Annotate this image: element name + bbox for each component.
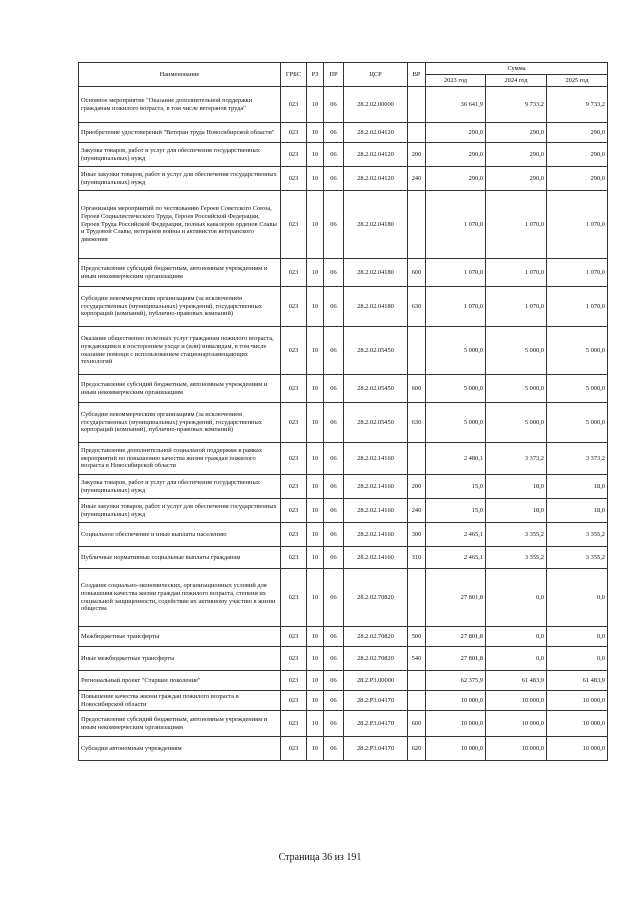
cell-pr: 06 (324, 403, 344, 443)
cell-y2024: 290,0 (486, 167, 547, 191)
cell-pr: 06 (324, 547, 344, 569)
cell-grbs: 023 (281, 691, 307, 711)
cell-pr: 06 (324, 569, 344, 627)
cell-rz: 10 (307, 143, 324, 167)
cell-y2025: 290,0 (547, 123, 608, 143)
cell-rz: 10 (307, 287, 324, 327)
cell-rz: 10 (307, 711, 324, 737)
cell-y2024: 18,0 (486, 475, 547, 499)
table-row (79, 287, 608, 327)
cell-y2023: 15,0 (426, 499, 486, 523)
cell-name: Иные закупки товаров, работ и услуг для обеспечения государственных (муниципальных) нужд (79, 499, 281, 523)
cell-rz: 10 (307, 403, 324, 443)
cell-y2023: 10 000,0 (426, 711, 486, 737)
cell-grbs: 023 (281, 87, 307, 123)
cell-csr: 28.2.02.14160 (344, 475, 408, 499)
cell-csr: 28.2.02.70820 (344, 569, 408, 627)
cell-pr: 06 (324, 123, 344, 143)
table-row (79, 569, 608, 627)
cell-pr: 06 (324, 627, 344, 647)
table-row (79, 691, 608, 711)
cell-pr: 06 (324, 191, 344, 259)
table-row (79, 671, 608, 691)
cell-rz: 10 (307, 569, 324, 627)
cell-vr (408, 691, 426, 711)
header-vr: ВР (408, 63, 426, 87)
cell-y2025: 10 000,0 (547, 737, 608, 761)
cell-y2024: 5 000,0 (486, 403, 547, 443)
cell-y2023: 5 000,0 (426, 375, 486, 403)
cell-y2024: 3 355,2 (486, 523, 547, 547)
cell-pr: 06 (324, 327, 344, 375)
cell-y2023: 27 801,8 (426, 627, 486, 647)
cell-vr: 600 (408, 711, 426, 737)
cell-y2024: 5 000,0 (486, 327, 547, 375)
cell-y2025: 290,0 (547, 143, 608, 167)
cell-pr: 06 (324, 647, 344, 671)
cell-name: Предоставление субсидий бюджетным, автономным учреждениям и иным некоммерческим организациям (79, 375, 281, 403)
cell-y2024: 5 000,0 (486, 375, 547, 403)
cell-y2025: 5 000,0 (547, 375, 608, 403)
cell-y2025: 3 355,2 (547, 547, 608, 569)
cell-grbs: 023 (281, 403, 307, 443)
cell-vr: 500 (408, 627, 426, 647)
cell-name: Субсидии автономным учреждениям (79, 737, 281, 761)
cell-y2025: 5 000,0 (547, 327, 608, 375)
cell-rz: 10 (307, 327, 324, 375)
cell-y2025: 5 000,0 (547, 403, 608, 443)
cell-csr: 28.2.02.70820 (344, 627, 408, 647)
cell-name: Публичные нормативные социальные выплаты гражданам (79, 547, 281, 569)
cell-pr: 06 (324, 671, 344, 691)
cell-name: Субсидии некоммерческим организациям (за исключением государственных (муниципальных) учреждений, государственных корпораций (компаний), публично-правовых компаний) (79, 287, 281, 327)
cell-y2023: 1 070,0 (426, 287, 486, 327)
cell-y2023: 62 375,9 (426, 671, 486, 691)
header-year-2025: 2025 год (547, 75, 608, 87)
cell-name: Иные закупки товаров, работ и услуг для обеспечения государственных (муниципальных) нужд (79, 167, 281, 191)
cell-pr: 06 (324, 523, 344, 547)
header-pr: ПР (324, 63, 344, 87)
table-row (79, 191, 608, 259)
cell-name: Субсидии некоммерческим организациям (за исключением государственных (муниципальных) учреждений, государственных корпораций (компаний), публично-правовых компаний) (79, 403, 281, 443)
cell-rz: 10 (307, 499, 324, 523)
cell-y2024: 1 070,0 (486, 259, 547, 287)
cell-vr: 200 (408, 475, 426, 499)
cell-grbs: 023 (281, 569, 307, 627)
cell-name: Организация мероприятий по чествованию Героев Советского Союза, Героев Социалистического Труда, Героев Российской Федерации, Героев Труда Российской Федерации, полных кавалеров орденов Славы и Трудовой Славы, ветеранов войны и активистов ветеранского движения (79, 191, 281, 259)
cell-grbs: 023 (281, 737, 307, 761)
cell-name: Социальное обеспечение и иные выплаты населению (79, 523, 281, 547)
cell-csr: 28.2.02.04180 (344, 259, 408, 287)
cell-vr: 600 (408, 375, 426, 403)
cell-y2025: 9 733,2 (547, 87, 608, 123)
cell-rz: 10 (307, 123, 324, 143)
cell-pr: 06 (324, 167, 344, 191)
cell-vr: 310 (408, 547, 426, 569)
cell-y2024: 61 483,9 (486, 671, 547, 691)
cell-y2024: 0,0 (486, 647, 547, 671)
cell-name: Предоставление субсидий бюджетным, автономным учреждениям и иным некоммерческим организациям (79, 259, 281, 287)
cell-name: Региональный проект "Старшее поколение" (79, 671, 281, 691)
cell-y2024: 9 733,2 (486, 87, 547, 123)
cell-pr: 06 (324, 711, 344, 737)
cell-y2023: 5 000,0 (426, 327, 486, 375)
cell-csr: 28.2.02.00000 (344, 87, 408, 123)
cell-grbs: 023 (281, 627, 307, 647)
cell-pr: 06 (324, 287, 344, 327)
table-body (79, 87, 608, 761)
cell-y2023: 1 070,0 (426, 191, 486, 259)
table-row (79, 475, 608, 499)
cell-grbs: 023 (281, 191, 307, 259)
cell-grbs: 023 (281, 443, 307, 475)
table-row (79, 327, 608, 375)
cell-pr: 06 (324, 443, 344, 475)
cell-vr (408, 191, 426, 259)
cell-y2024: 10 000,0 (486, 737, 547, 761)
cell-name: Предоставление дополнительной социальной поддержки в рамках мероприятий по повышению качества жизни граждан пожилого возраста в Новосибирской области (79, 443, 281, 475)
table-row (79, 403, 608, 443)
cell-y2024: 10 000,0 (486, 691, 547, 711)
cell-csr: 28.2.02.05450 (344, 327, 408, 375)
cell-y2023: 27 801,8 (426, 569, 486, 627)
cell-pr: 06 (324, 143, 344, 167)
cell-grbs: 023 (281, 287, 307, 327)
cell-vr: 630 (408, 287, 426, 327)
cell-csr: 28.2.02.04180 (344, 191, 408, 259)
cell-csr: 28.2.02.05450 (344, 403, 408, 443)
table-row (79, 375, 608, 403)
cell-y2025: 3 373,2 (547, 443, 608, 475)
cell-grbs: 023 (281, 123, 307, 143)
cell-y2025: 18,0 (547, 499, 608, 523)
cell-pr: 06 (324, 737, 344, 761)
cell-y2023: 290,0 (426, 123, 486, 143)
cell-y2024: 0,0 (486, 627, 547, 647)
cell-pr: 06 (324, 499, 344, 523)
cell-vr: 200 (408, 143, 426, 167)
cell-vr (408, 443, 426, 475)
cell-name: Повышение качества жизни граждан пожилого возраста в Новосибирской области (79, 691, 281, 711)
cell-rz: 10 (307, 547, 324, 569)
cell-vr (408, 569, 426, 627)
cell-vr: 240 (408, 499, 426, 523)
cell-y2024: 3 355,2 (486, 547, 547, 569)
cell-vr (408, 327, 426, 375)
header-sum: Сумма (426, 63, 608, 75)
cell-y2024: 0,0 (486, 569, 547, 627)
cell-rz: 10 (307, 87, 324, 123)
table-row (79, 737, 608, 761)
cell-name: Предоставление субсидий бюджетным, автономным учреждениям и иным некоммерческим организациям (79, 711, 281, 737)
cell-y2025: 1 070,0 (547, 259, 608, 287)
cell-grbs: 023 (281, 167, 307, 191)
cell-grbs: 023 (281, 547, 307, 569)
cell-y2024: 3 373,2 (486, 443, 547, 475)
cell-grbs: 023 (281, 259, 307, 287)
budget-table (78, 62, 608, 761)
cell-name: Закупка товаров, работ и услуг для обеспечения государственных (муниципальных) нужд (79, 143, 281, 167)
cell-grbs: 023 (281, 327, 307, 375)
table-row (79, 443, 608, 475)
cell-y2023: 5 000,0 (426, 403, 486, 443)
cell-y2023: 1 070,0 (426, 259, 486, 287)
cell-csr: 28.2.P3.04170 (344, 691, 408, 711)
cell-csr: 28.2.02.14160 (344, 547, 408, 569)
cell-y2023: 2 480,1 (426, 443, 486, 475)
cell-y2025: 0,0 (547, 569, 608, 627)
cell-y2025: 1 070,0 (547, 287, 608, 327)
table-row (79, 627, 608, 647)
cell-vr (408, 123, 426, 143)
table-row (79, 167, 608, 191)
cell-pr: 06 (324, 691, 344, 711)
cell-grbs: 023 (281, 671, 307, 691)
cell-rz: 10 (307, 737, 324, 761)
cell-grbs: 023 (281, 375, 307, 403)
cell-vr (408, 87, 426, 123)
cell-y2023: 27 801,8 (426, 647, 486, 671)
cell-grbs: 023 (281, 475, 307, 499)
cell-y2024: 290,0 (486, 143, 547, 167)
cell-name: Закупка товаров, работ и услуг для обеспечения государственных (муниципальных) нужд (79, 475, 281, 499)
cell-y2024: 1 070,0 (486, 191, 547, 259)
cell-y2025: 290,0 (547, 167, 608, 191)
cell-y2024: 18,0 (486, 499, 547, 523)
cell-vr: 240 (408, 167, 426, 191)
cell-csr: 28.2.02.04120 (344, 123, 408, 143)
header-name: Наименование (79, 63, 281, 87)
cell-y2023: 15,0 (426, 475, 486, 499)
cell-csr: 28.2.P3.04170 (344, 737, 408, 761)
cell-rz: 10 (307, 671, 324, 691)
table-row (79, 711, 608, 737)
cell-rz: 10 (307, 443, 324, 475)
cell-vr: 540 (408, 647, 426, 671)
cell-name: Создание социально-экономических, организационных условий для повышения качества жизни граждан пожилого возраста, степени их социальной защищенности, содействие их активному участию в жизни общества (79, 569, 281, 627)
cell-csr: 28.2.02.14160 (344, 443, 408, 475)
page-number: Страница 36 из 191 (278, 852, 362, 863)
cell-name: Межбюджетные трансферты (79, 627, 281, 647)
cell-vr: 620 (408, 737, 426, 761)
cell-vr: 630 (408, 403, 426, 443)
cell-y2024: 290,0 (486, 123, 547, 143)
table-row (79, 523, 608, 547)
cell-rz: 10 (307, 647, 324, 671)
table-row (79, 123, 608, 143)
cell-rz: 10 (307, 691, 324, 711)
table-row (79, 259, 608, 287)
cell-rz: 10 (307, 167, 324, 191)
cell-grbs: 023 (281, 523, 307, 547)
cell-y2025: 0,0 (547, 627, 608, 647)
cell-y2023: 10 000,0 (426, 737, 486, 761)
cell-csr: 28.2.02.14160 (344, 499, 408, 523)
cell-y2025: 18,0 (547, 475, 608, 499)
cell-rz: 10 (307, 375, 324, 403)
cell-name: Основное мероприятие "Оказание дополнительной поддержки гражданам пожилого возраста, в том числе ветеранов труда" (79, 87, 281, 123)
cell-pr: 06 (324, 87, 344, 123)
cell-vr: 300 (408, 523, 426, 547)
cell-y2025: 10 000,0 (547, 691, 608, 711)
header-grbs: ГРБС (281, 63, 307, 87)
cell-vr (408, 671, 426, 691)
cell-y2025: 10 000,0 (547, 711, 608, 737)
cell-rz: 10 (307, 523, 324, 547)
cell-pr: 06 (324, 375, 344, 403)
table-row (79, 499, 608, 523)
cell-grbs: 023 (281, 143, 307, 167)
table-row (79, 143, 608, 167)
cell-y2025: 61 483,9 (547, 671, 608, 691)
cell-y2023: 290,0 (426, 143, 486, 167)
cell-csr: 28.2.02.04120 (344, 143, 408, 167)
cell-y2025: 0,0 (547, 647, 608, 671)
cell-y2025: 3 355,2 (547, 523, 608, 547)
cell-csr: 28.2.02.70820 (344, 647, 408, 671)
cell-y2023: 10 000,0 (426, 691, 486, 711)
header-csr: ЦСР (344, 63, 408, 87)
cell-rz: 10 (307, 259, 324, 287)
cell-grbs: 023 (281, 647, 307, 671)
cell-grbs: 023 (281, 499, 307, 523)
table-row (79, 547, 608, 569)
cell-name: Оказание общественно полезных услуг гражданам пожилого возраста, нуждающимся в постороннем уходе и (или) инвалидам, в том числе оказание помощи с использованием стационарозамещающих технологий (79, 327, 281, 375)
cell-pr: 06 (324, 259, 344, 287)
table-row (79, 647, 608, 671)
cell-name: Приобретение удостоверений "Ветеран труда Новосибирской области" (79, 123, 281, 143)
cell-csr: 28.2.P3.00000 (344, 671, 408, 691)
cell-vr: 600 (408, 259, 426, 287)
cell-grbs: 023 (281, 711, 307, 737)
cell-csr: 28.2.02.14160 (344, 523, 408, 547)
cell-csr: 28.2.P3.04170 (344, 711, 408, 737)
table-row (79, 87, 608, 123)
cell-y2024: 10 000,0 (486, 711, 547, 737)
cell-csr: 28.2.02.04180 (344, 287, 408, 327)
header-rz: РЗ (307, 63, 324, 87)
cell-y2023: 2 465,1 (426, 523, 486, 547)
cell-rz: 10 (307, 191, 324, 259)
cell-y2023: 36 641,9 (426, 87, 486, 123)
cell-y2024: 1 070,0 (486, 287, 547, 327)
header-year-2023: 2023 год (426, 75, 486, 87)
cell-pr: 06 (324, 475, 344, 499)
cell-y2023: 290,0 (426, 167, 486, 191)
header-year-2024: 2024 год (486, 75, 547, 87)
cell-y2023: 2 465,1 (426, 547, 486, 569)
cell-csr: 28.2.02.05450 (344, 375, 408, 403)
cell-csr: 28.2.02.04120 (344, 167, 408, 191)
cell-name: Иные межбюджетные трансферты (79, 647, 281, 671)
cell-rz: 10 (307, 627, 324, 647)
cell-y2025: 1 070,0 (547, 191, 608, 259)
cell-rz: 10 (307, 475, 324, 499)
